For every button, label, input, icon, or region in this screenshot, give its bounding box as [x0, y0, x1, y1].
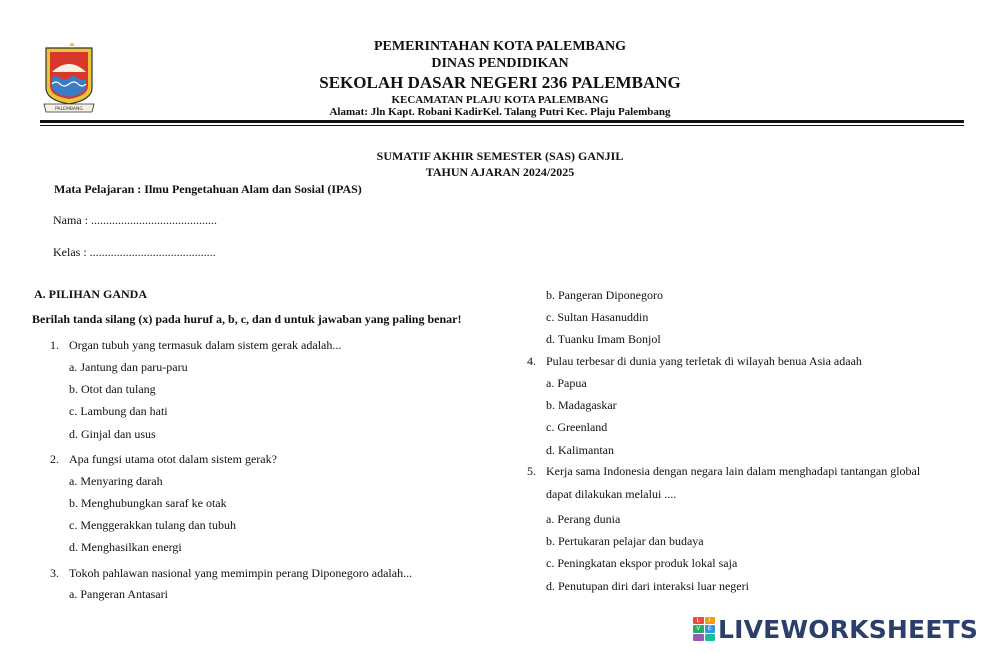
header-department: DINAS PENDIDIKAN	[431, 56, 569, 71]
header-divider-thick	[40, 120, 964, 123]
header-divider-thin	[40, 125, 964, 126]
question-1-text: Organ tubuh yang termasuk dalam sistem gerak adalah...	[69, 338, 342, 352]
brand-icon-tile-6	[705, 634, 716, 641]
question-1-option-d[interactable]: d. Ginjal dan usus	[69, 427, 156, 441]
header-address: Alamat: Jln Kapt. Robani KadirKel. Talang Putri Kec. Plaju Palembang	[329, 106, 671, 118]
liveworksheets-icon	[693, 617, 715, 641]
question-4-option-a[interactable]: a. Papua	[546, 376, 587, 390]
question-3-text: Tokoh pahlawan nasional yang memimpin perang Diponegoro adalah...	[69, 566, 413, 580]
question-4-option-d[interactable]: d. Kalimantan	[546, 443, 614, 457]
question-1-number: 1.	[50, 338, 59, 352]
exam-year: TAHUN AJARAN 2024/2025	[425, 165, 575, 179]
question-1-option-c[interactable]: c. Lambung dan hati	[69, 404, 168, 418]
question-3-option-d[interactable]: d. Tuanku Imam Bonjol	[546, 332, 661, 346]
header-district: KECAMATAN PLAJU KOTA PALEMBANG	[391, 94, 609, 106]
exam-title: SUMATIF AKHIR SEMESTER (SAS) GANJIL	[376, 149, 624, 163]
question-2-option-b[interactable]: b. Menghubungkan saraf ke otak	[69, 496, 227, 510]
section-title: A. PILIHAN GANDA	[34, 287, 148, 301]
question-4-text: Pulau terbesar di dunia yang terletak di wilayah benua Asia adaah	[546, 354, 862, 368]
question-2-text: Apa fungsi utama otot dalam sistem gerak?	[69, 452, 277, 466]
question-3-option-c[interactable]: c. Sultan Hasanuddin	[546, 310, 649, 324]
question-5-option-b[interactable]: b. Pertukaran pelajar dan budaya	[546, 534, 704, 548]
question-5-option-d[interactable]: d. Penutupan diri dari interaksi luar negeri	[546, 579, 749, 593]
question-2-option-a[interactable]: a. Menyaring darah	[69, 474, 163, 488]
header-government: PEMERINTAHAN KOTA PALEMBANG	[373, 39, 626, 54]
class-field[interactable]: Kelas : ..........................................	[53, 245, 216, 259]
logo-label: PALEMBANG	[55, 107, 83, 112]
question-3-number: 3.	[50, 566, 59, 580]
header-school-name: SEKOLAH DASAR NEGERI 236 PALEMBANG	[319, 73, 681, 92]
section-instruction: Berilah tanda silang (x) pada huruf a, b, c, dan d untuk jawaban yang paling benar!	[32, 312, 462, 326]
brand-icon-tile-l: L	[693, 617, 704, 624]
question-5-text: Kerja sama Indonesia dengan negara lain dalam menghadapi tantangan global	[546, 464, 921, 478]
question-4-option-c[interactable]: c. Greenland	[546, 420, 608, 434]
liveworksheets-wordmark: LIVEWORKSHEETS	[718, 614, 979, 644]
question-5-option-a[interactable]: a. Perang dunia	[546, 512, 621, 526]
liveworksheets-brand[interactable]	[693, 614, 978, 644]
question-3-option-a[interactable]: a. Pangeran Antasari	[69, 587, 168, 601]
brand-icon-tile-5	[693, 634, 704, 641]
question-5-text-continued: dapat dilakukan melalui ....	[546, 487, 677, 501]
question-5-option-c[interactable]: c. Peningkatan ekspor produk lokal saja	[546, 556, 738, 570]
question-4-number: 4.	[527, 354, 536, 368]
name-field[interactable]: Nama : ..........................................	[53, 213, 217, 227]
question-2-option-c[interactable]: c. Menggerakkan tulang dan tubuh	[69, 518, 236, 532]
brand-icon-tile-e: E	[705, 625, 716, 632]
question-5-number: 5.	[527, 464, 536, 478]
question-2-option-d[interactable]: d. Menghasilkan energi	[69, 540, 182, 554]
question-3-option-b[interactable]: b. Pangeran Diponegoro	[546, 288, 663, 302]
brand-icon-tile-i: I	[705, 617, 716, 624]
question-1-option-b[interactable]: b. Otot dan tulang	[69, 382, 156, 396]
question-1-option-a[interactable]: a. Jantung dan paru-paru	[69, 360, 188, 374]
question-2-number: 2.	[50, 452, 59, 466]
subject-label: Mata Pelajaran : Ilmu Pengetahuan Alam dan Sosial (IPAS)	[54, 182, 362, 196]
question-4-option-b[interactable]: b. Madagaskar	[546, 398, 617, 412]
brand-icon-tile-v: V	[693, 625, 704, 632]
